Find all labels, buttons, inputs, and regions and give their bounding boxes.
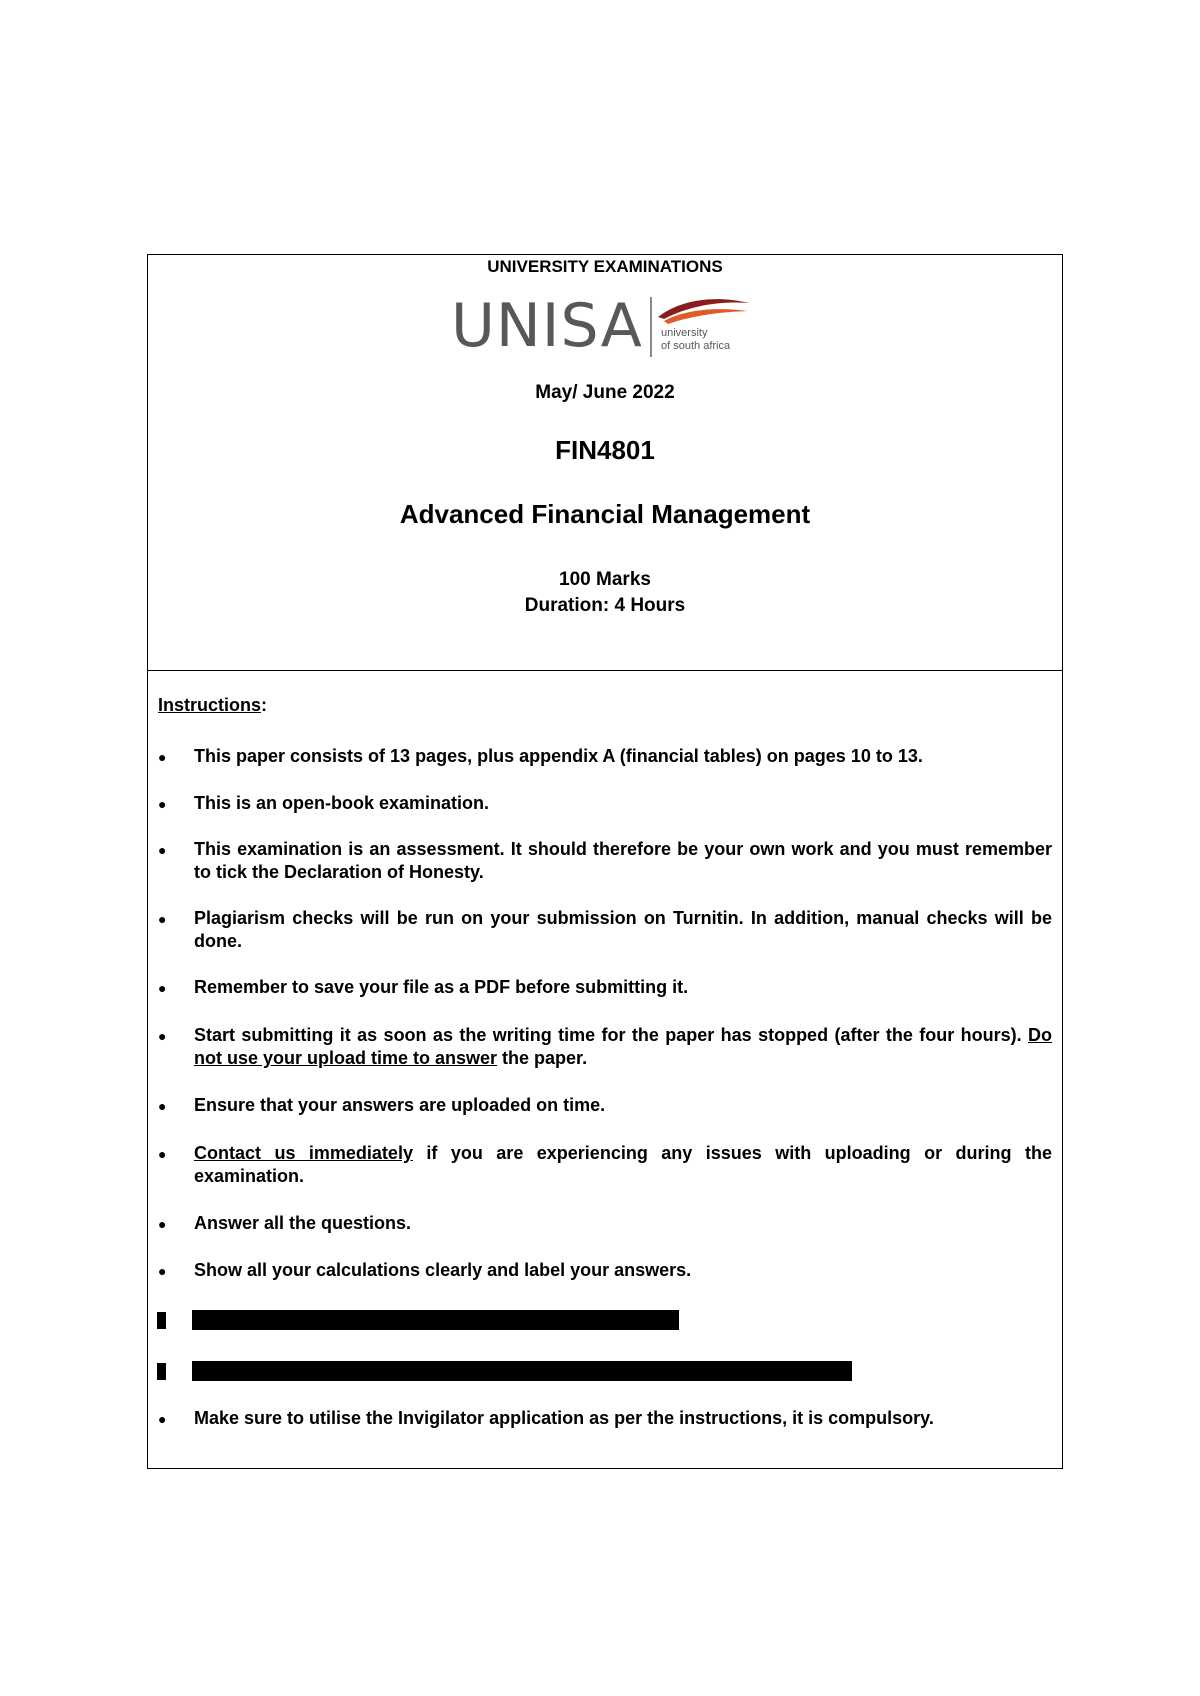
instruction-text: This paper consists of 13 pages, plus appendix A (financial tables) on pages 10 to 13. — [194, 746, 923, 766]
instruction-text: Contact us immediately if you are experiencing any issues with uploading or during the examination. — [194, 1143, 1052, 1186]
bullet-icon: ● — [158, 980, 167, 996]
bullet-icon: ● — [158, 1098, 167, 1114]
bullet-icon: ● — [158, 1146, 167, 1162]
total-marks: 100 Marks — [559, 569, 651, 590]
bullet-icon: ● — [158, 1028, 167, 1044]
redaction-bar — [192, 1310, 679, 1330]
instruction-text: This examination is an assessment. It should therefore be your own work and you must remember to tick the Declaration of Honesty. — [194, 839, 1052, 882]
bullet-icon: ● — [158, 1216, 167, 1232]
bullet-icon: ● — [158, 1263, 167, 1279]
module-title: Advanced Financial Management — [399, 499, 811, 529]
unisa-logo — [451, 291, 751, 361]
instructions-heading: Instructions: — [158, 695, 268, 715]
instruction-text: Start submitting it as soon as the writing time for the paper has stopped (after the four hours). Do not use your upload time to answer the paper. — [194, 1025, 1052, 1068]
logo-swoosh-icon — [656, 297, 751, 327]
module-code: FIN4801 — [555, 435, 655, 465]
instruction-text: This is an open-book examination. — [194, 793, 490, 813]
cover-header — [148, 255, 1062, 671]
redaction-bar — [192, 1361, 852, 1381]
instruction-text: Plagiarism checks will be run on your submission on Turnitin. In addition, manual checks will be done. — [194, 908, 1052, 951]
logo-sub-line1: university — [661, 327, 708, 339]
marks-duration — [148, 567, 1062, 619]
redaction-mark — [157, 1363, 166, 1380]
redaction-mark — [157, 1312, 166, 1329]
underlined-emphasis: Do not use your upload time to answer — [194, 1025, 1052, 1068]
instruction-text: Remember to save your file as a PDF before submitting it. — [194, 977, 689, 997]
instruction-text: Make sure to utilise the Invigilator application as per the instructions, it is compulsory. — [194, 1408, 934, 1428]
exam-heading: UNIVERSITY EXAMINATIONS — [487, 257, 723, 276]
bullet-icon: ● — [158, 1411, 167, 1427]
exam-cover-frame — [147, 254, 1063, 1469]
duration: Duration: 4 Hours — [524, 595, 686, 616]
logo-subtext — [661, 327, 730, 353]
underlined-emphasis: Contact us immediately — [194, 1143, 413, 1163]
exam-session: May/ June 2022 — [535, 382, 675, 403]
logo-sub-line2: of south africa — [661, 340, 731, 352]
instruction-text: Show all your calculations clearly and label your answers. — [194, 1260, 692, 1280]
instruction-text: Ensure that your answers are uploaded on time. — [194, 1095, 606, 1115]
bullet-icon: ● — [158, 911, 167, 927]
logo-wordmark: UNISA — [451, 291, 643, 361]
logo-divider — [650, 297, 652, 357]
bullet-icon: ● — [158, 842, 167, 858]
instruction-text: Answer all the questions. — [194, 1213, 412, 1233]
bullet-icon: ● — [158, 796, 167, 812]
bullet-icon: ● — [158, 749, 167, 765]
instructions-section — [148, 671, 1062, 1468]
